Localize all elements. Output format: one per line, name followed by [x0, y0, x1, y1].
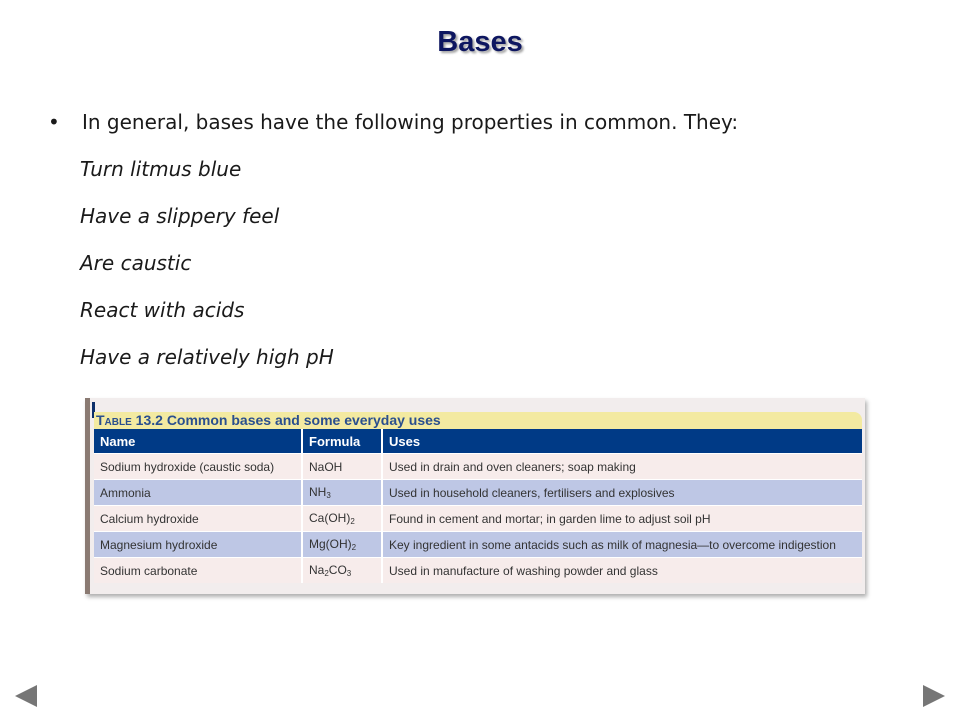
cell-uses: Found in cement and mortar; in garden lime to adjust soil pH	[382, 506, 862, 532]
triangle-right-icon	[922, 684, 946, 708]
table-row	[94, 480, 862, 506]
formula-subscript: 2	[324, 569, 329, 578]
table-caption-text: Common bases and some everyday uses	[166, 412, 441, 428]
table-caption	[94, 412, 862, 429]
cell-name: Sodium hydroxide (caustic soda)	[94, 454, 302, 480]
formula-text: Mg(OH)	[309, 537, 352, 551]
formula-subscript: 3	[326, 491, 331, 500]
figure-edge	[85, 398, 90, 594]
cell-formula	[302, 506, 382, 532]
table-header-row	[94, 429, 862, 454]
cell-formula	[302, 558, 382, 584]
header-formula: Formula	[302, 429, 382, 454]
table-row	[94, 506, 862, 532]
cell-name: Magnesium hydroxide	[94, 532, 302, 558]
bases-table	[94, 429, 862, 583]
cell-formula	[302, 480, 382, 506]
slide-title: Bases	[437, 26, 523, 58]
property-item: React with acids	[80, 298, 245, 322]
property-item: Are caustic	[80, 251, 192, 275]
intro-bullet	[46, 108, 738, 136]
cell-uses: Used in household cleaners, fertilisers and explosives	[382, 480, 862, 506]
table-row	[94, 558, 862, 584]
formula-subscript: 2	[351, 543, 357, 552]
property-item: Turn litmus blue	[80, 157, 242, 181]
cell-uses: Key ingredient in some antacids such as milk of magnesia—to overcome indigestion	[382, 532, 862, 558]
intro-text: In general, bases have the following properties in common. They:	[82, 110, 739, 134]
formula-text: NH	[309, 485, 327, 499]
table-row	[94, 454, 862, 480]
cell-uses: Used in drain and oven cleaners; soap making	[382, 454, 862, 480]
property-item: Have a slippery feel	[80, 204, 280, 228]
slide-body	[46, 108, 738, 381]
formula-subscript: 2	[350, 517, 355, 526]
formula-text: NaOH	[309, 459, 343, 474]
cell-name: Ammonia	[94, 480, 302, 506]
cell-name: Sodium carbonate	[94, 558, 302, 584]
previous-slide-button[interactable]	[14, 684, 38, 708]
cell-uses: Used in manufacture of washing powder and glass	[382, 558, 862, 584]
header-name: Name	[94, 429, 302, 454]
triangle-left-icon	[14, 684, 38, 708]
property-list	[46, 146, 738, 381]
bullet-icon: •	[48, 110, 60, 134]
cell-formula	[302, 532, 382, 558]
cell-formula	[302, 454, 382, 480]
table-row	[94, 532, 862, 558]
formula-text: Ca(OH)	[309, 511, 351, 525]
cell-name: Calcium hydroxide	[94, 506, 302, 532]
bases-table-figure	[85, 398, 865, 594]
property-item: Have a relatively high pH	[80, 345, 334, 369]
formula-text: Na	[309, 563, 325, 577]
formula-subscript: 3	[346, 569, 352, 578]
header-uses: Uses	[382, 429, 862, 454]
next-slide-button[interactable]	[922, 684, 946, 708]
formula-text: CO	[328, 563, 347, 577]
table-number: Table 13.2	[96, 412, 163, 428]
